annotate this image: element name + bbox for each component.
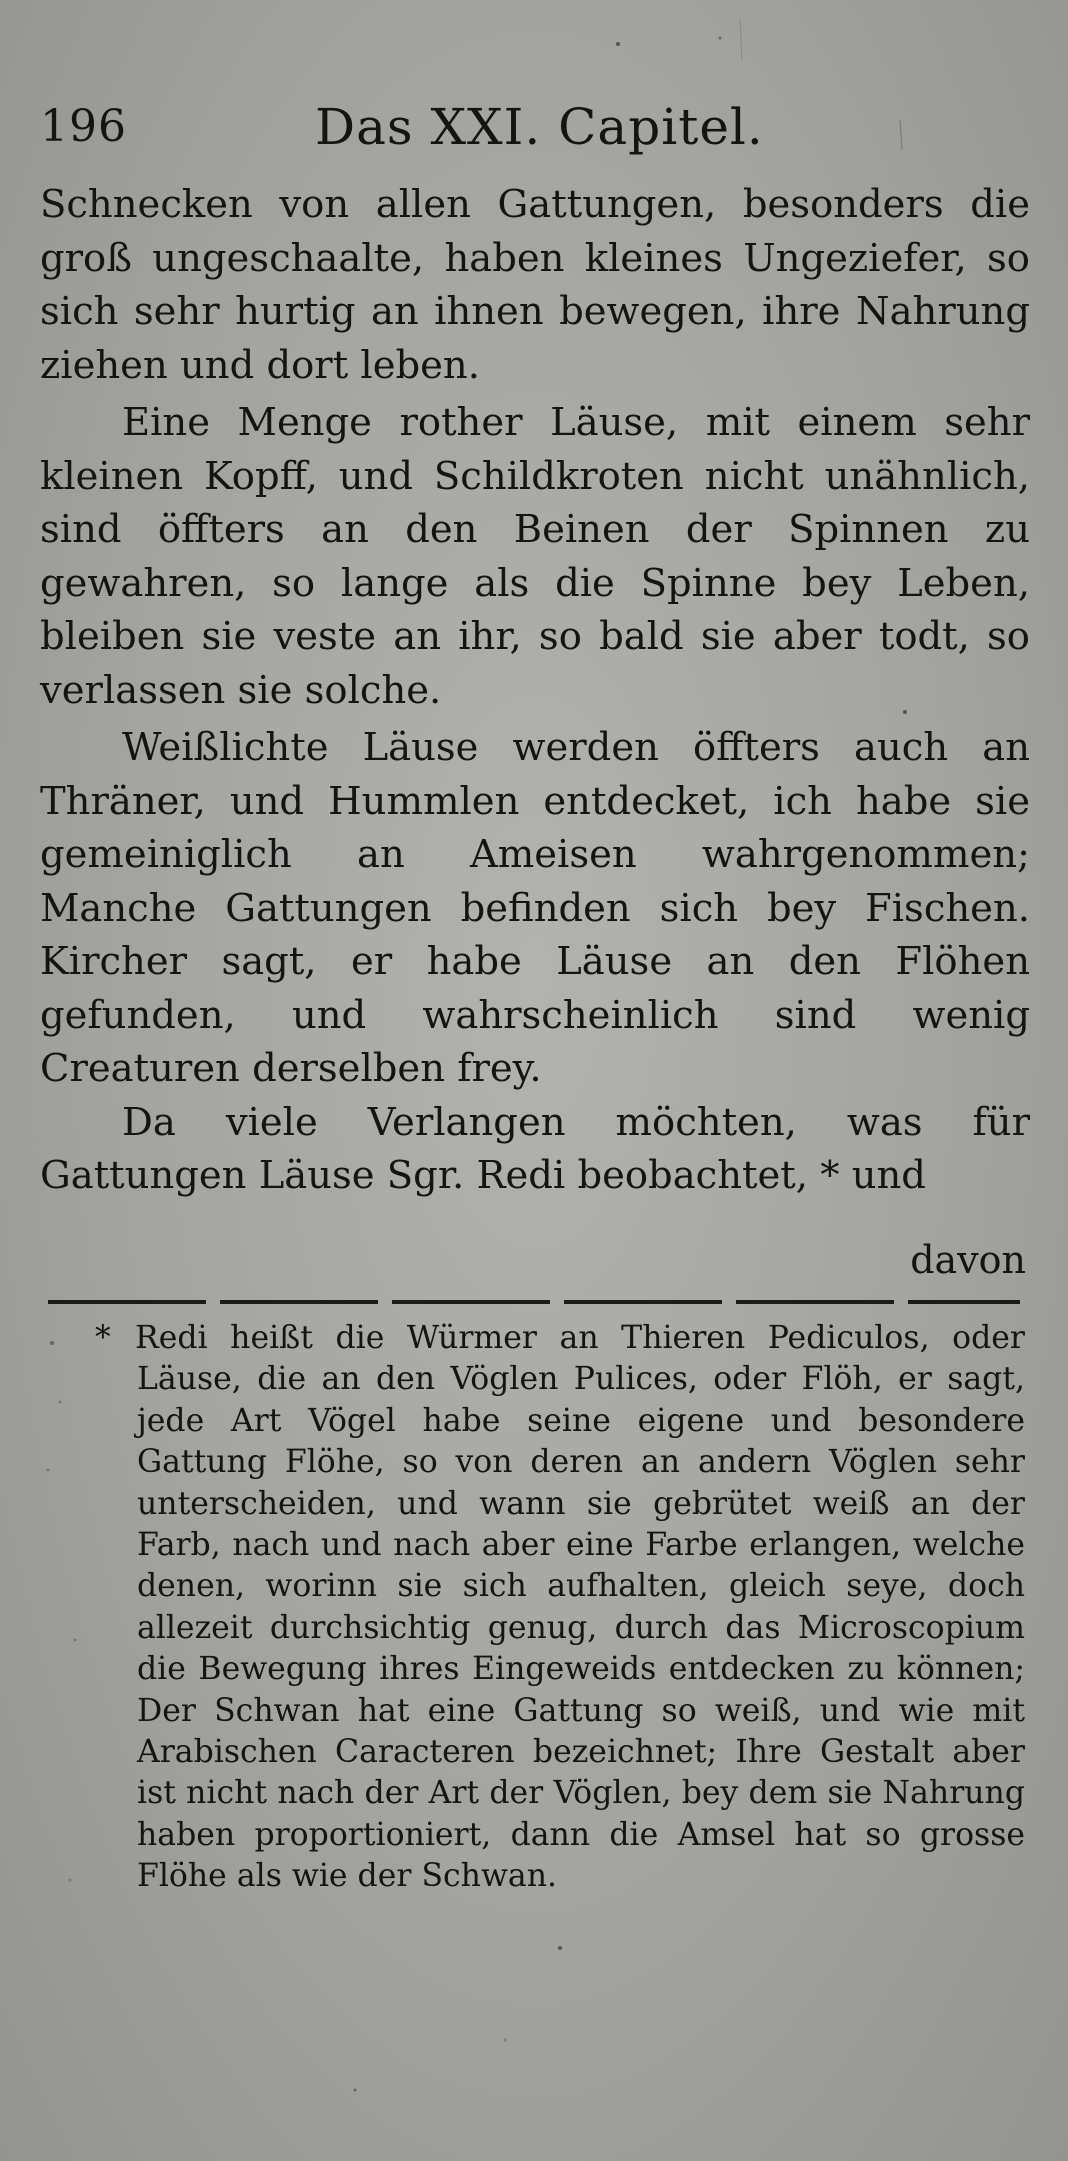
footnote-text: Redi heißt die Würmer an Thieren Pediculos, oder Läuse, die an den Vöglen Pulices, oder Flöh, er sagt, jede Art Vögel habe seine eigene und besondere Gattung Flöhe, so von deren an andern Vöglen sehr unterscheiden, und wann sie gebrütet weiß an der Farb, nach und nach aber eine Farbe erlangen, welche denen, worinn sie sich aufhalten, gleich seye, doch allezeit durchsichtig genug, durch das Microscopium die Bewegung ihres Eingeweids entdecken zu können; Der Schwan hat eine Gattung so weiß, und wie mit Arabischen Caracteren bezeichnet; Ihre Gestalt aber ist nicht nach der Art der Vöglen, bey dem sie Nahrung haben proportioniert, dann die Amsel hat so grosse Flöhe als wie der Schwan.: [135, 1320, 1025, 1895]
running-title: Das XXI. Capitel.: [315, 98, 764, 156]
page-header: [40, 92, 1030, 162]
paragraph-4: Da viele Verlangen möchten, was für Gattungen Läuse Sgr. Redi beobachtet, * und: [40, 1099, 1030, 1198]
main-text: [40, 178, 1030, 1203]
paragraph-3: Weißlichte Läuse werden öffters auch an Thräner, und Hummlen entdecket, ich habe sie gemeiniglich an Ameisen wahrgenommen; Manche Gattungen befinden sich bey Fischen. Kircher sagt, er habe Läuse an den Flöhen gefunden, und wahrscheinlich sind wenig Creaturen derselben frey.: [40, 725, 1030, 1091]
footnote-marker: *: [95, 1320, 111, 1356]
paragraph-1: Schnecken von allen Gattungen, besonders die groß ungeschaalte, haben kleines Ungeziefer, so sich sehr hurtig an ihnen bewegen, ihre Nahrung ziehen und dort leben.: [40, 182, 1030, 388]
footnote: [95, 1318, 1025, 1898]
footnote-rule: [48, 1300, 1020, 1304]
paragraph-2: Eine Menge rother Läuse, mit einem sehr kleinen Kopff, und Schildkroten nicht unähnlich, sind öffters an den Beinen der Spinnen zu gewahren, so lange als die Spinne bey Leben, bleiben sie veste an ihr, so bald sie aber todt, so verlassen sie solche.: [40, 400, 1030, 713]
catchword: davon: [910, 1238, 1026, 1282]
page-number: 196: [40, 101, 127, 152]
